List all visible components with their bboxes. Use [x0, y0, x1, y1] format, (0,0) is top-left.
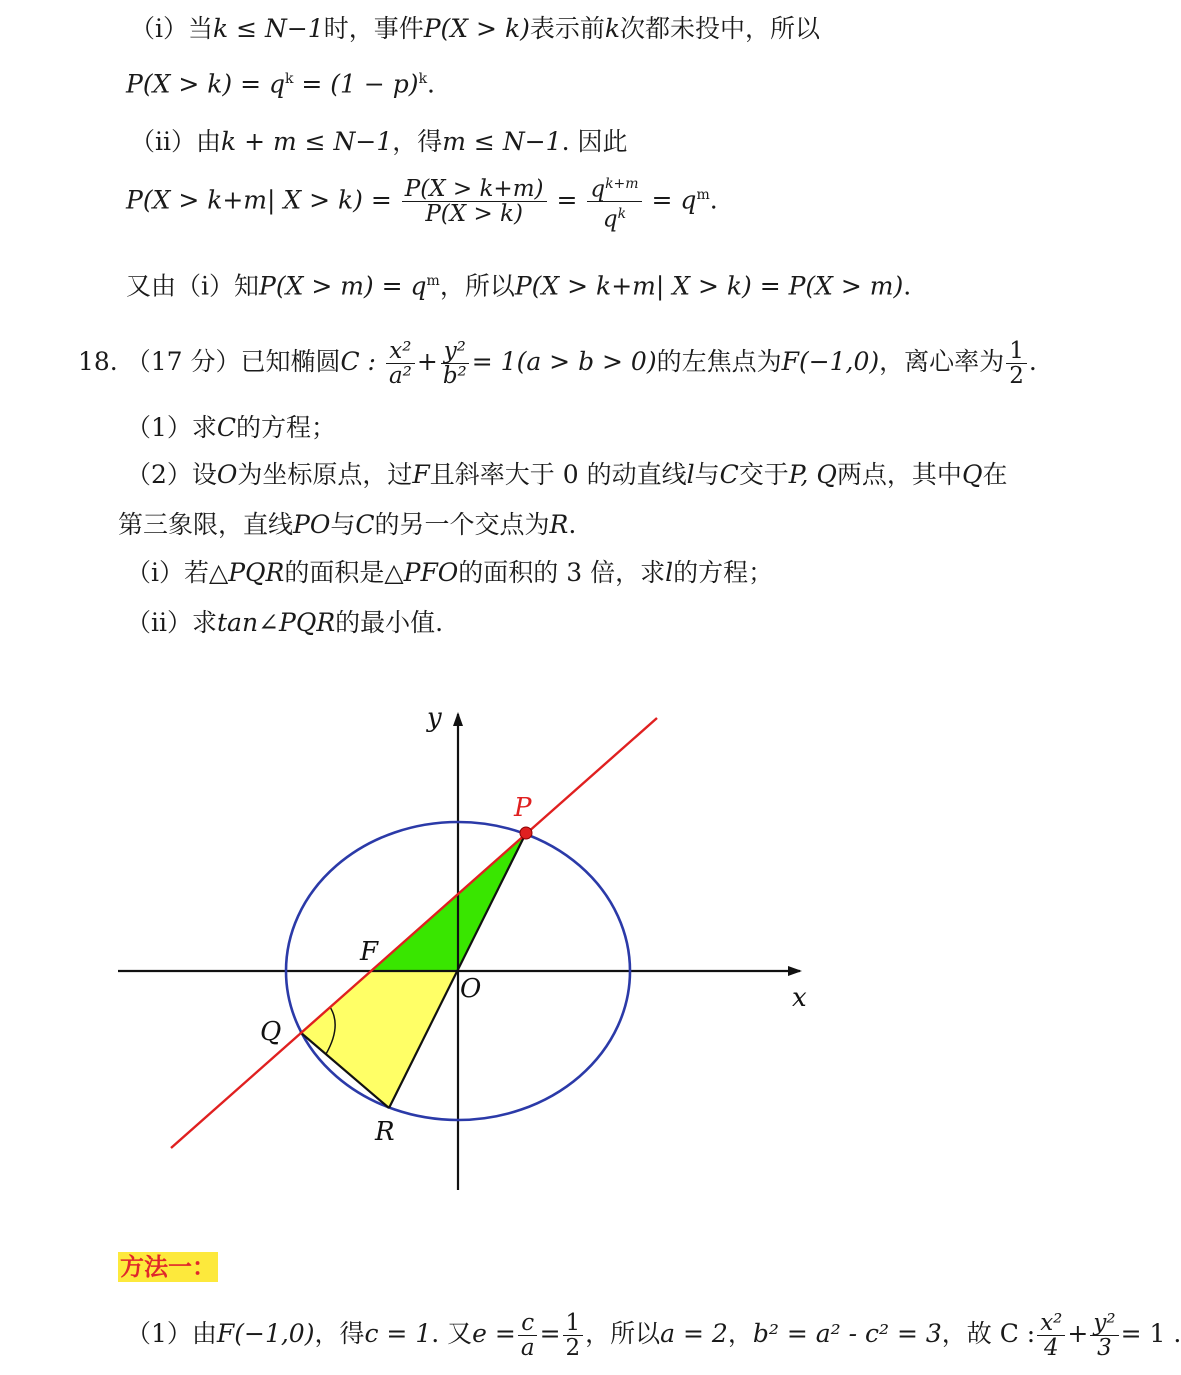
p17-i-line2 — [126, 64, 435, 99]
p18-q2-PO: PO — [293, 510, 331, 539]
p18-number: 18. — [78, 347, 118, 376]
method-line-i: b² = a² - c² = 3 — [752, 1319, 942, 1348]
p18-qii-tan: tan∠PQR — [217, 608, 336, 637]
p17-ii-frac2-den: q — [602, 206, 618, 233]
label-o: O — [460, 974, 482, 1004]
p18-q2-PQ: P, Q — [788, 460, 837, 489]
p18-q2-g: 在 — [982, 460, 1008, 489]
p18-q1-label: （1）求 — [126, 413, 217, 442]
p17-ii-frac2-den-sup: k — [617, 206, 627, 223]
p17-conclusion — [126, 266, 911, 301]
p17-i-label: （i）当 — [130, 14, 213, 43]
method-x4-num: x² — [1037, 1311, 1065, 1336]
p17-i-text2: 表示前 — [529, 14, 605, 43]
p18-qi-PFO: △PFO — [384, 558, 459, 587]
p17-i-text3: 次都未投中，所以 — [620, 14, 821, 43]
p18-qi-b: 的面积是 — [284, 558, 385, 587]
method-frac-x4 — [1037, 1311, 1065, 1360]
p18-frac-y-den: b² — [442, 363, 467, 389]
p17-i-text: 时，事件 — [323, 14, 424, 43]
p17-i-event: P(X > k) — [423, 14, 530, 43]
p17-ii-res: m ≤ N−1 — [442, 127, 562, 156]
label-r: R — [375, 1117, 395, 1147]
p18-end: . — [1028, 347, 1037, 376]
method-title — [118, 1252, 218, 1282]
label-x: x — [792, 983, 807, 1013]
triangle-pqr-lower — [300, 971, 458, 1108]
p17-ii-line2: P(X > k+m| X > k) = $\frac{P(X > k+m)}{P(X > k)}$ = $\frac{q^{k+m}}{q^k}$ = $q^m$. — [126, 166, 718, 232]
p17-i-formula: P(X > k) = q — [126, 69, 285, 99]
p17-i-line1 — [130, 14, 820, 44]
p17-ii-rhs-sup: m — [696, 187, 710, 203]
p18-q2-f: 两点，其中 — [836, 460, 962, 489]
method-eq2: = — [539, 1319, 561, 1348]
method-ce-den: a — [520, 1335, 535, 1361]
p18-q2-F: F — [412, 460, 430, 489]
p18-q2-line2d: . — [568, 510, 577, 539]
p18-qi-a: （i）若 — [126, 558, 209, 587]
p18-e-num: 1 — [1006, 339, 1027, 364]
method-title-text: 方法一： — [120, 1253, 216, 1281]
point-p — [520, 827, 532, 839]
p18-q1-end: 的方程； — [236, 413, 337, 442]
p17-ii-frac2-num: q — [590, 176, 606, 203]
p18-qi-PQR: △PQR — [209, 558, 285, 587]
label-y: y — [427, 703, 442, 733]
p18-q2-line2 — [118, 510, 576, 540]
p18-q1-C: C — [216, 413, 237, 442]
p18-q1 — [126, 413, 336, 443]
p17-concl-a: P(X > m) = q — [259, 271, 427, 301]
p17-ii-text2: . 因此 — [561, 127, 628, 156]
label-f: F — [360, 937, 379, 967]
method-ce-num: c — [518, 1311, 537, 1336]
p18-q2-O: O — [216, 460, 238, 489]
p18-F: F(−1,0) — [781, 347, 880, 376]
method-frac-half — [563, 1311, 584, 1360]
p18-qi-d: 的方程； — [673, 558, 774, 587]
method-frac-ca — [518, 1311, 538, 1360]
p17-ii-frac2 — [587, 172, 641, 232]
p17-i-formula2-sup: k — [418, 71, 428, 87]
p18-frac-y-num: y² — [441, 339, 469, 364]
p17-ii-frac2-num-wrap — [587, 172, 641, 203]
p18-q2-line1 — [126, 460, 1007, 490]
p17-i-end: . — [427, 69, 435, 99]
p17-ii-label: （ii）由 — [130, 127, 221, 156]
method-line-h: ， — [727, 1319, 753, 1348]
method-line-k: = 1 . — [1120, 1319, 1181, 1348]
method-line-e: e = — [472, 1319, 516, 1348]
p17-concl-end: . — [903, 271, 912, 301]
p17-ii-text: ，得 — [392, 127, 443, 156]
p18-e-den: 2 — [1009, 363, 1024, 389]
p17-ii-frac-den: P(X > k) — [425, 201, 523, 228]
p18-q2-line2a: 第三象限，直线 — [118, 510, 294, 539]
p18-q2-line2b: 与 — [330, 510, 356, 539]
p18-frac-x-den: a² — [388, 363, 412, 389]
method-line1 — [126, 1306, 1181, 1362]
p18-q2-line2c: 的另一个交点为 — [374, 510, 550, 539]
p18-frac-x — [386, 339, 415, 388]
method-line-a: （1）由 — [126, 1319, 217, 1348]
p17-i-k: k — [604, 14, 621, 43]
p18-frac-y — [440, 339, 470, 388]
p18-q2-d: 与 — [694, 460, 720, 489]
p18-score: （17 分）已知椭圆 — [125, 347, 341, 376]
p18-eq: = 1(a > b > 0) — [471, 347, 657, 376]
method-half-num: 1 — [563, 1311, 584, 1336]
p17-concl-b: P(X > k+m| X > k) = P(X > m) — [514, 271, 904, 301]
method-half-den: 2 — [565, 1335, 581, 1361]
label-p: P — [514, 793, 532, 823]
p18-q2-C: C — [719, 460, 739, 489]
p18-q2-l: l — [686, 460, 695, 489]
p18-qi-c: 的面积的 3 倍，求 — [458, 558, 666, 587]
method-x4-den: 4 — [1043, 1335, 1059, 1361]
method-line-b: ，得 — [314, 1319, 365, 1348]
method-line-c: c = 1 — [364, 1319, 432, 1348]
method-line-F: F(−1,0) — [216, 1319, 315, 1348]
p17-ii-cond: k + m ≤ N−1 — [221, 127, 393, 156]
method-plus2: + — [1067, 1319, 1089, 1348]
method-frac-y3 — [1090, 1311, 1118, 1360]
p18-frac-e — [1006, 339, 1027, 388]
p17-i-cond: k ≤ N−1 — [213, 14, 324, 43]
p17-ii-end: . — [709, 185, 718, 215]
p18-qii-b: 的最小值. — [335, 608, 444, 637]
ellipse-figure — [0, 690, 1080, 1250]
p17-ii-frac2-num-sup: k+m — [605, 175, 639, 192]
p18-q2-R: R — [549, 510, 569, 539]
line-l — [171, 718, 657, 1148]
method-y3-num: y² — [1090, 1311, 1118, 1336]
p18-frac-x-num: x² — [386, 339, 414, 364]
method-line-f: ，所以 — [585, 1319, 661, 1348]
p18-qii-a: （ii）求 — [126, 608, 217, 637]
p17-concl-a-sup: m — [426, 273, 440, 289]
method-y3-den: 3 — [1097, 1335, 1112, 1361]
p17-ii-lhs: P(X > k+m| X > k) = — [126, 185, 392, 215]
p18-text1: 的左焦点为 — [656, 347, 782, 376]
p17-ii-line1 — [130, 127, 627, 157]
method-line-d: . 又 — [431, 1319, 473, 1348]
p17-concl-pre: 又由（i）知 — [126, 271, 259, 301]
p18-q2-a: （2）设 — [126, 460, 217, 489]
p17-i-formula-sup: k — [284, 71, 294, 87]
p18-q2-c: 且斜率大于 0 的动直线 — [429, 460, 687, 489]
p17-ii-rhs: = q — [651, 185, 697, 215]
p17-ii-frac-num: P(X > k+m) — [402, 177, 547, 202]
p18-statement — [78, 334, 1037, 390]
p17-concl-mid: ，所以 — [439, 271, 515, 301]
p18-qi — [126, 558, 773, 588]
p18-q2-b: 为坐标原点，过 — [237, 460, 413, 489]
p18-q2-C2: C — [355, 510, 375, 539]
p17-i-formula2: = (1 − p) — [293, 69, 419, 99]
p18-qi-l: l — [665, 558, 674, 587]
method-line-j: ，故 C : — [941, 1319, 1036, 1348]
p18-plus: + — [416, 347, 438, 376]
p17-ii-frac2-den-wrap — [600, 202, 629, 232]
p18-q2-e: 交于 — [738, 460, 789, 489]
p18-C: C : — [340, 347, 376, 376]
p17-ii-frac — [402, 177, 547, 226]
p18-text2: ，离心率为 — [879, 347, 1005, 376]
p18-q2-Q: Q — [961, 460, 983, 489]
method-line-g: a = 2 — [660, 1319, 728, 1348]
label-q: Q — [260, 1017, 282, 1047]
p18-qii — [126, 608, 443, 638]
